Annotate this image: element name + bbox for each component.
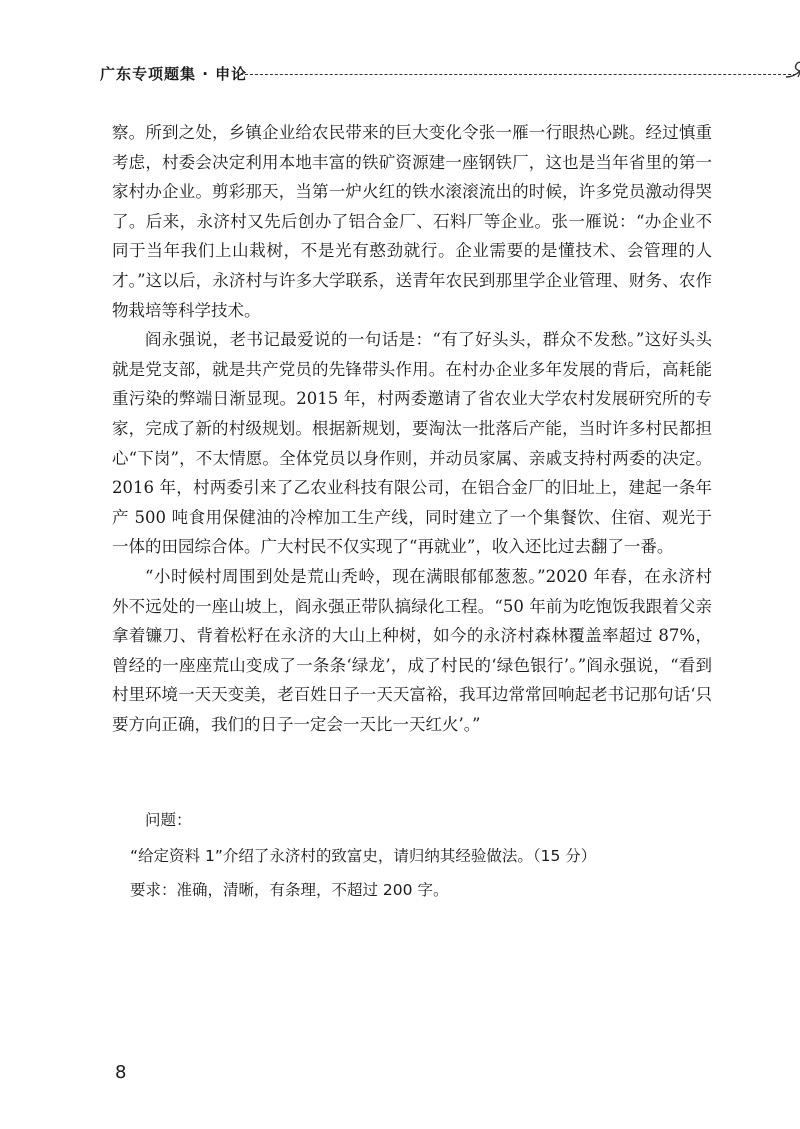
header-divider: [240, 74, 796, 75]
question-text: “给定资料 1”介绍了永济村的致富史，请归纳其经验做法。（15 分）: [130, 847, 597, 865]
sprout-icon: [782, 57, 800, 87]
page-number: 8: [115, 1062, 127, 1083]
question-label: 问题：: [145, 811, 192, 829]
page-header: [100, 57, 720, 87]
header-title: 广东专项题集 · 申论: [100, 65, 248, 83]
paragraph-3: “小时候村周围到处是荒山秃岭，现在满眼郁郁葱葱。”2020 年春，在永济村外不远处的一座山坡上，阎永强正带队搞绿化工程。“50 年前为吃饱饭我跟着父亲拿着镰刀、背着松籽在永济的大山上种树，如今的永济村森林覆盖率超过 87%，曾经的一座座荒山变成了一条条‘绿龙’，成了村民的‘绿色银行’。”阎永强说，“看到村里环境一天天变美，老百姓日子一天天富裕，我耳边常常回响起老书记那句话‘只要方向正确，我们的日子一定会一天比一天红火’。”: [112, 566, 712, 734]
paragraph-1: 察。所到之处，乡镇企业给农民带来的巨大变化令张一雁一行眼热心跳。经过慎重考虑，村委会决定利用本地丰富的铁矿资源建一座钢铁厂，这也是当年省里的第一家村办企业。剪彩那天，当第一炉火红的铁水滚滚流出的时候，许多党员激动得哭了。后来，永济村又先后创办了铝合金厂、石料厂等企业。张一雁说：“办企业不同于当年我们上山栽树，不是光有憨劲就行。企业需要的是懂技术、会管理的人才。”这以后，永济村与许多大学联系，送青年农民到那里学企业管理、财务、农作物栽培等科学技术。: [112, 123, 712, 320]
question-requirement: 要求：准确，清晰，有条理，不超过 200 字。: [130, 881, 449, 899]
paragraph-2: 阎永强说，老书记最爱说的一句话是：“有了好头头，群众不发愁。”这好头头就是党支部，就是共产党员的先锋带头作用。在村办企业多年发展的背后，高耗能重污染的弊端日渐显现。2015 年，村两委邀请了省农业大学农村发展研究所的专家，完成了新的村级规划。根据新规划，要淘汰一批落后产能，当时许多村民都担心“下岗”，不太情愿。全体党员以身作则，并动员家属、亲戚支持村两委的决定。2016 年，村两委引来了乙农业科技有限公司，在铝合金厂的旧址上，建起一条年产 500 吨食用保健油的冷榨加工生产线，同时建立了一个集餐饮、住宿、观光于一体的田园综合体。广大村民不仅实现了“再就业”，收入还比过去翻了一番。: [112, 330, 712, 557]
article-body: [112, 118, 712, 739]
